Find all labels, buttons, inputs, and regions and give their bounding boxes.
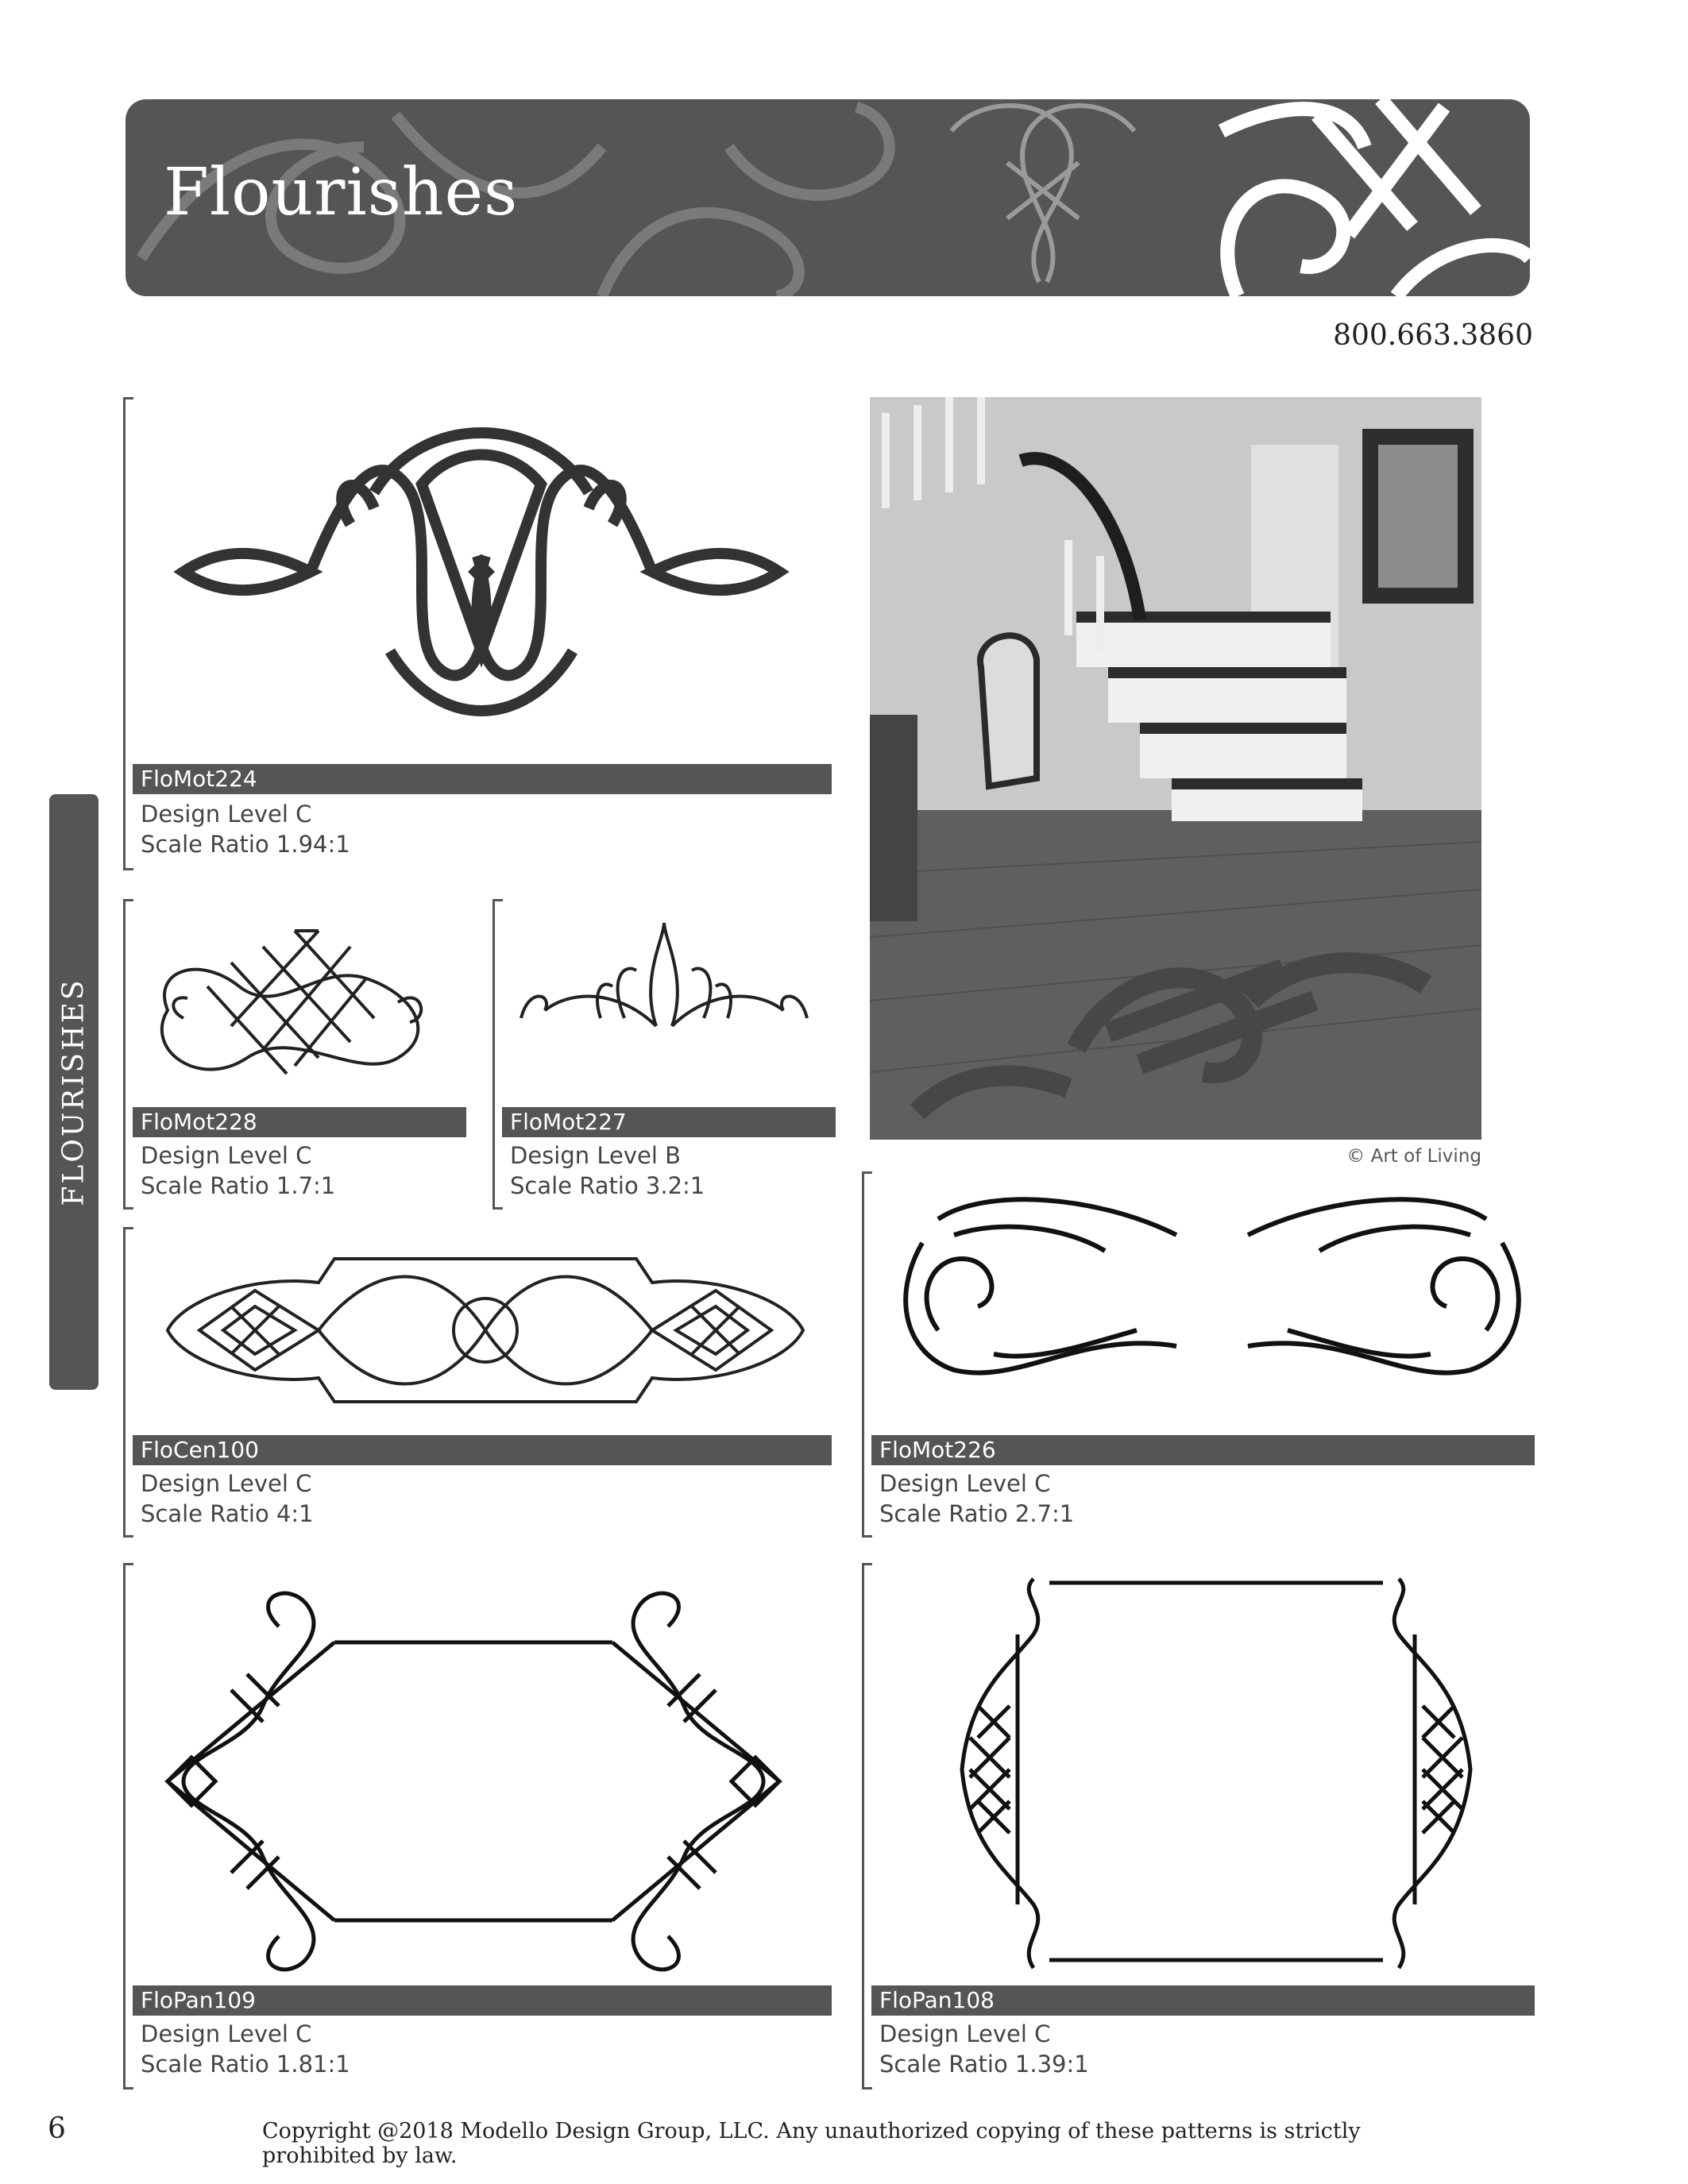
product-flopan108 [862, 1563, 1533, 2085]
product-bracket [123, 899, 133, 1210]
flopan109-panel-image [136, 1563, 827, 1976]
product-flomot228 [123, 899, 461, 1205]
product-design-level: Design Level C [141, 801, 312, 828]
product-design-level: Design Level C [141, 2020, 312, 2047]
header-banner [126, 99, 1530, 296]
product-flocen100 [123, 1227, 830, 1533]
product-scale-ratio: Scale Ratio 4:1 [141, 1500, 314, 1527]
product-code-bar: FloMot226 [871, 1435, 1535, 1465]
flomot224-motif-image [136, 397, 827, 762]
product-flomot226 [862, 1171, 1533, 1533]
product-flomot227 [492, 899, 830, 1205]
product-scale-ratio: Scale Ratio 3.2:1 [510, 1172, 705, 1199]
product-flopan109 [123, 1563, 830, 2085]
staircase-floor-photo-image [870, 397, 1481, 1140]
product-code-bar: FloMot227 [502, 1107, 836, 1137]
product-code-bar: FloMot224 [133, 764, 832, 794]
product-design-level: Design Level C [141, 1142, 312, 1169]
page-title: Flourishes [164, 155, 519, 230]
product-design-level: Design Level B [510, 1142, 682, 1169]
phone-number: 800.663.3860 [1333, 319, 1533, 352]
flomot226-motif-image [875, 1171, 1534, 1426]
room-installation-photo [870, 397, 1481, 1140]
product-code-bar: FloMot228 [133, 1107, 466, 1137]
photo-credit: © Art of Living [1346, 1146, 1481, 1167]
product-design-level: Design Level C [141, 1470, 312, 1497]
copyright-notice: Copyright @2018 Modello Design Group, LLC. Any unauthorized copying of these patterns is strictly prohibited by law. [262, 2119, 1361, 2168]
product-bracket [492, 899, 503, 1210]
product-flomot224 [123, 397, 830, 866]
flocen100-motif-image [136, 1227, 827, 1426]
product-design-level: Design Level C [879, 2020, 1051, 2047]
flomot227-motif-image [505, 899, 823, 1106]
product-bracket [123, 397, 133, 870]
product-scale-ratio: Scale Ratio 1.81:1 [141, 2051, 350, 2078]
product-bracket [862, 1171, 872, 1538]
side-section-tab [49, 794, 98, 1390]
side-tab-label: FLOURISHES [57, 978, 91, 1206]
flopan108-panel-image [875, 1563, 1534, 1976]
flomot228-motif-image [136, 899, 454, 1106]
page-number: 6 [48, 2113, 66, 2145]
product-code-bar: FloPan109 [133, 1985, 832, 2016]
product-code-bar: FloPan108 [871, 1985, 1535, 2016]
product-scale-ratio: Scale Ratio 1.39:1 [879, 2051, 1089, 2078]
product-scale-ratio: Scale Ratio 1.94:1 [141, 831, 350, 858]
product-code-bar: FloCen100 [133, 1435, 832, 1465]
product-scale-ratio: Scale Ratio 2.7:1 [879, 1500, 1075, 1527]
product-bracket [123, 1227, 133, 1538]
product-design-level: Design Level C [879, 1470, 1051, 1497]
product-scale-ratio: Scale Ratio 1.7:1 [141, 1172, 336, 1199]
